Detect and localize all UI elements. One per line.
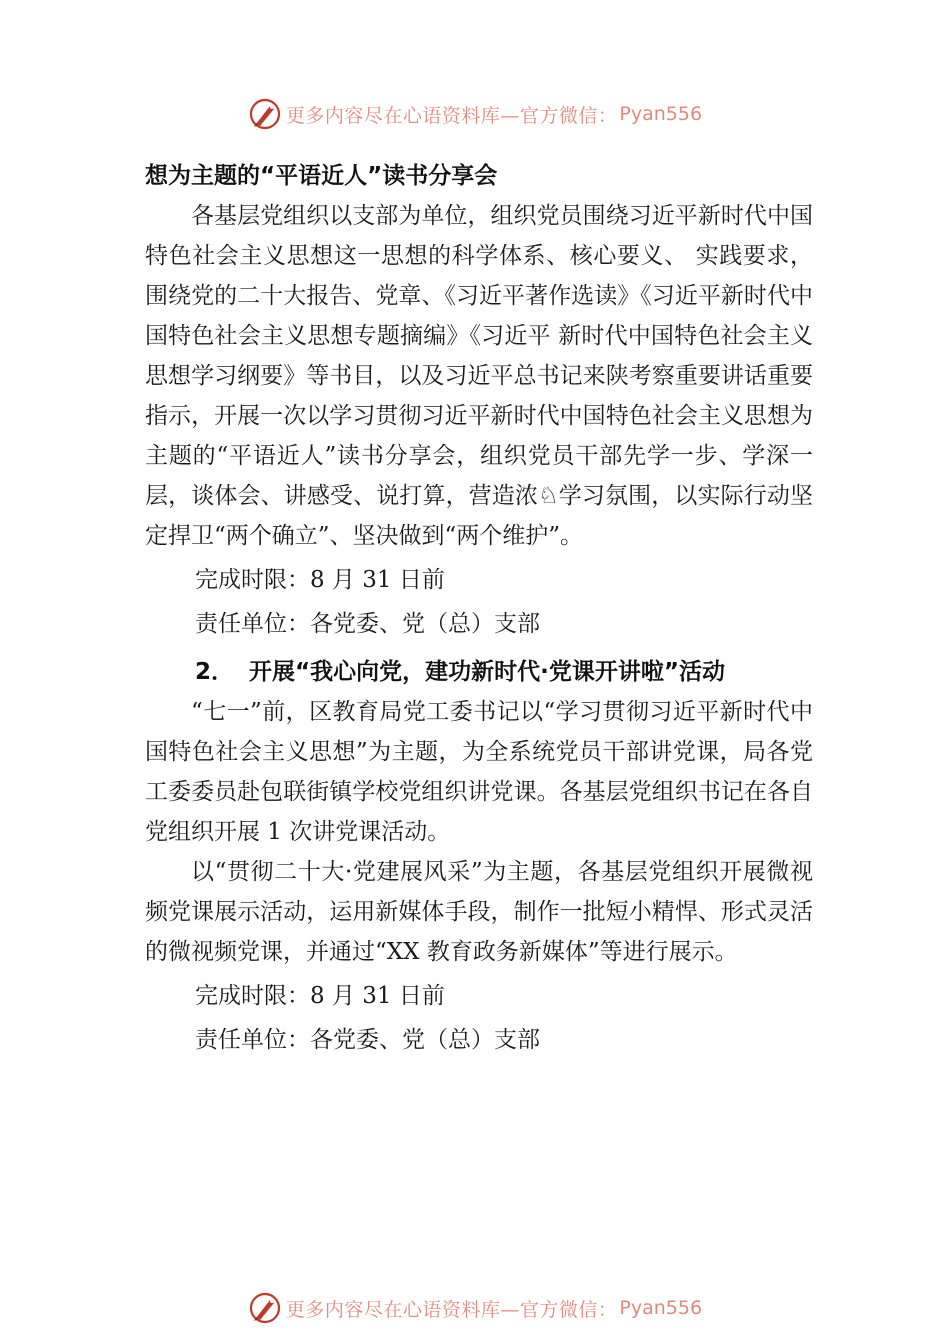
banner-wechat-id: Pyan556 bbox=[619, 103, 703, 125]
paragraph-party-lecture: “七一”前，区教育局党工委书记以“学习贯彻习近平新时代中国特色社会主义思想”为主题，为全系统党员干部讲党课，局各党工委委员赴包联街镇学校党组织讲党课。各基层党组织书记在各自党组织开展 1 次讲党课活动。 bbox=[145, 699, 813, 845]
banner-text: 更多内容尽在心语资料库—官方微信： bbox=[285, 1298, 618, 1321]
document-body bbox=[145, 156, 813, 1062]
paragraph-micro-video: 以“贯彻二十大·党建展风采”为主题，各基层党组织开展微视频党课展示活动，运用新媒体手段，制作一批短小精悍、形式灵活的微视频党课，并通过“XX 教育政务新媒体”等进行展示。 bbox=[145, 859, 813, 965]
footer-banner bbox=[0, 1288, 950, 1328]
banner-wechat-id: Pyan556 bbox=[619, 1297, 703, 1319]
paragraph-reading-session: 各基层党组织以支部为单位，组织党员围绕习近平新时代中国特色社会主义思想这一思想的科学体系、核心要义、 实践要求，围绕党的二十大报告、党章、《习近平著作选读》《习近平新时代中国特色社会主义思想专题摘编》《习近平 新时代中国特色社会主义思想学习纲要》等书目，以及习近平总书记来陕考察重要讲话重要指示，开展一次以学习贯彻习近平新时代中国特色社会主义思想为主题的“平语近人”读书分享会，组织党员干部先学一步、学深一层，谈体会、讲感受、说打算，营造浓♘学习氛围，以实际行动坚定捍卫“两个确立”、坚决做到“两个维护”。 bbox=[145, 203, 813, 549]
section-2-title: 开展“我心向党，建功新时代·党课开讲啦”活动 bbox=[249, 659, 725, 685]
responsible-unit-2: 责任单位：各党委、党（总）支部 bbox=[195, 1027, 540, 1053]
pen-nib-circle-icon bbox=[248, 1291, 282, 1325]
section-2-number: 2． bbox=[195, 659, 235, 685]
section-heading-continued: 想为主题的“平语近人”读书分享会 bbox=[145, 163, 498, 189]
header-banner bbox=[0, 94, 950, 134]
deadline-2: 完成时限：8 月 31 日前 bbox=[195, 983, 445, 1009]
section-2-heading bbox=[145, 652, 813, 692]
responsible-unit-1: 责任单位：各党委、党（总）支部 bbox=[195, 611, 540, 637]
deadline-1: 完成时限：8 月 31 日前 bbox=[195, 567, 445, 593]
banner-text: 更多内容尽在心语资料库—官方微信： bbox=[285, 104, 618, 127]
pen-nib-circle-icon bbox=[248, 97, 282, 131]
